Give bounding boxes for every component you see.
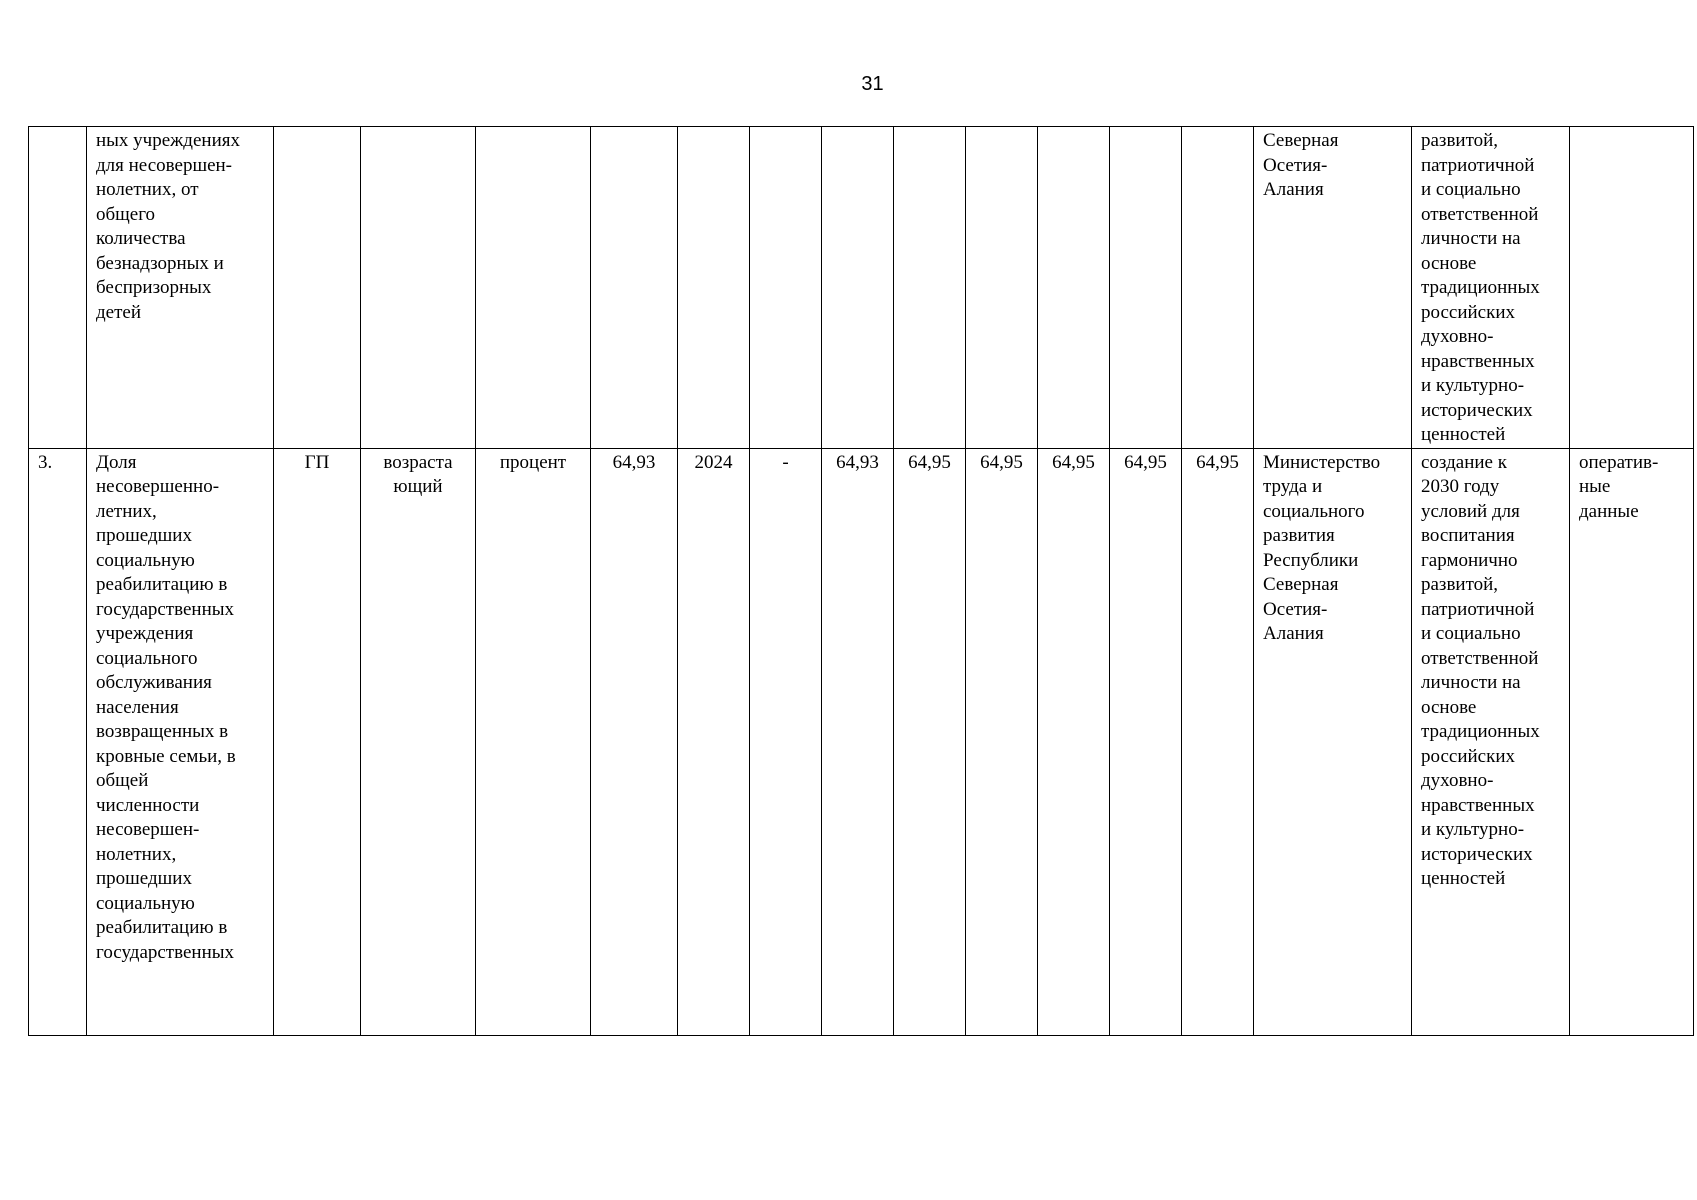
cell-dash: - xyxy=(750,448,822,1035)
cell-value: 64,93 xyxy=(822,448,894,1035)
table-row xyxy=(29,448,1694,1035)
cell-number: 3. xyxy=(29,448,87,1035)
cell-indicator: Доля несовершенно- летних, прошедших социальную реабилитацию в государственных учреждения социального обслуживания населения возвращенных в кровные семьи, в общей численности несовершен- нолетних, прошедших социальную реабилитацию в государственных xyxy=(87,448,274,1035)
cell-base-value: 64,93 xyxy=(591,448,678,1035)
cell-value: 64,95 xyxy=(894,448,966,1035)
table-row xyxy=(29,127,1694,449)
cell-responsible: Министерство труда и социального развития Республики Северная Осетия- Алания xyxy=(1254,448,1412,1035)
cell-value xyxy=(822,127,894,449)
cell-source: оператив- ные данные xyxy=(1570,448,1694,1035)
cell-value xyxy=(1182,127,1254,449)
cell-source xyxy=(1570,127,1694,449)
cell-indicator: ных учреждениях для несовершен- нолетних, от общего количества безнадзорных и беспризорных детей xyxy=(87,127,274,449)
cell-value: 64,95 xyxy=(1038,448,1110,1035)
cell-value xyxy=(966,127,1038,449)
cell-trend xyxy=(361,127,476,449)
cell-goal: развитой, патриотичной и социально ответственной личности на основе традиционных российских духовно- нравственных и культурно- исторических ценностей xyxy=(1412,127,1570,449)
cell-goal: создание к 2030 году условий для воспитания гармонично развитой, патриотичной и социально ответственной личности на основе традиционных российских духовно- нравственных и культурно- исторических ценностей xyxy=(1412,448,1570,1035)
cell-value xyxy=(894,127,966,449)
cell-base-value xyxy=(591,127,678,449)
cell-base-year xyxy=(678,127,750,449)
cell-trend: возраста ющий xyxy=(361,448,476,1035)
page-number: 31 xyxy=(861,73,884,95)
cell-unit xyxy=(476,127,591,449)
indicators-table xyxy=(28,126,1694,1036)
cell-value: 64,95 xyxy=(1182,448,1254,1035)
cell-number xyxy=(29,127,87,449)
cell-base-year: 2024 xyxy=(678,448,750,1035)
cell-level xyxy=(274,127,361,449)
cell-value: 64,95 xyxy=(966,448,1038,1035)
cell-unit: процент xyxy=(476,448,591,1035)
cell-value xyxy=(1038,127,1110,449)
cell-dash xyxy=(750,127,822,449)
cell-responsible: Северная Осетия- Алания xyxy=(1254,127,1412,449)
cell-value: 64,95 xyxy=(1110,448,1182,1035)
cell-level: ГП xyxy=(274,448,361,1035)
cell-value xyxy=(1110,127,1182,449)
